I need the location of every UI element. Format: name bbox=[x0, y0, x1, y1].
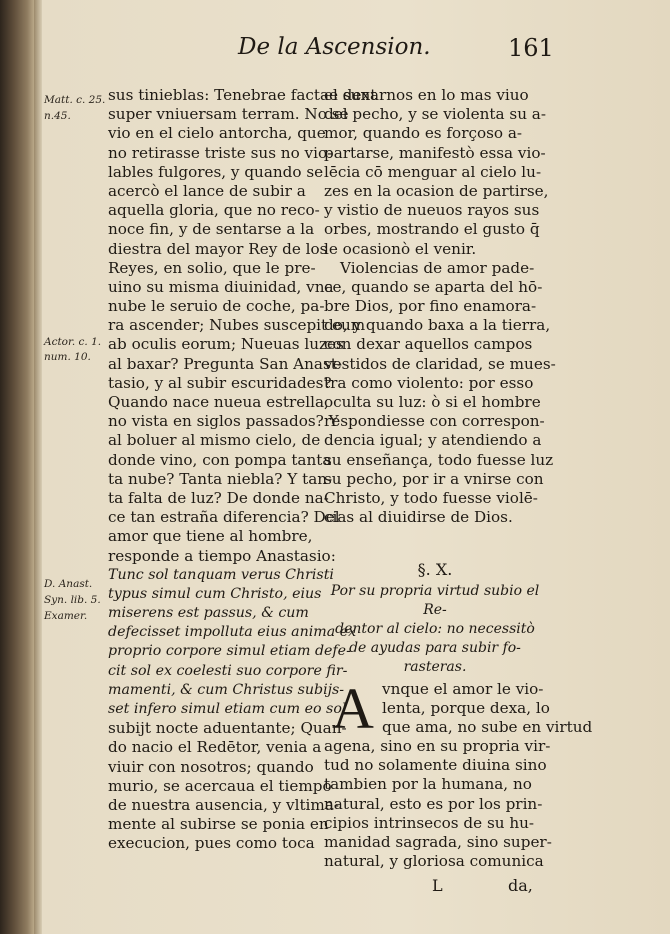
text-line: que ama, no sube en virtud bbox=[382, 718, 593, 737]
text-line: mamenti, & cum Christus subijs- bbox=[108, 681, 345, 698]
page-fold bbox=[34, 0, 42, 934]
section-number: §. X. bbox=[417, 560, 453, 579]
section-heading-line: dentor al cielo: no necessitò bbox=[335, 621, 535, 637]
text-line: orbes, mostrando el gusto q̄ bbox=[324, 220, 540, 239]
text-line: noce fin, y de sentarse a la bbox=[108, 220, 315, 239]
section-heading-line: rasteras. bbox=[403, 659, 467, 675]
text-line: miserens est passus, & cum bbox=[108, 605, 309, 622]
section-heading bbox=[324, 582, 546, 677]
text-line: cit sol ex coelesti suo corpore fir- bbox=[108, 662, 348, 679]
text-line: tud no solamente diuina sino bbox=[324, 756, 547, 775]
text-line: vnque el amor le vio- bbox=[382, 680, 544, 698]
text-line: Christo, y todo fuesse violē- bbox=[324, 488, 538, 507]
text-line: aquella gloria, que no reco- bbox=[108, 201, 320, 220]
text-line: sus tinieblas: Tenebrae factae sunt bbox=[108, 86, 377, 104]
right-column bbox=[324, 86, 556, 527]
text-line: le ocasionò el venir. bbox=[324, 239, 477, 258]
text-line: bre Dios, por fino enamora- bbox=[324, 297, 537, 316]
text-line: vio en el cielo antorcha, que bbox=[108, 124, 326, 143]
text-line: Quando nace nueua estrella, bbox=[108, 393, 329, 411]
text-line: Violencias de amor pade- bbox=[340, 258, 535, 277]
left-column bbox=[108, 86, 377, 854]
text-line: execucion, pues como toca bbox=[108, 834, 315, 853]
text-line: mor, quando es forçoso a- bbox=[324, 124, 523, 143]
margin-note: D. Anast. bbox=[44, 578, 93, 590]
text-line: de nuestra ausencia, y vltima- bbox=[108, 795, 339, 814]
text-line: dencia igual; y atendiendo a bbox=[324, 431, 542, 450]
indented-lines bbox=[382, 680, 592, 738]
text-line: subijt nocte aduentante; Quan- bbox=[108, 719, 347, 738]
text-line: su enseñança, todo fuesse luz bbox=[324, 450, 554, 469]
margin-note: num. 10. bbox=[44, 351, 91, 363]
text-line: ce tan estraña diferencia? Del bbox=[108, 508, 340, 527]
text-line: super vniuersam terram. No se bbox=[108, 105, 349, 124]
catchword: da, bbox=[508, 876, 533, 895]
body-lines bbox=[324, 737, 552, 871]
text-line: typus simul cum Christo, eius bbox=[108, 585, 322, 602]
text-line: lables fulgores, y quando se bbox=[108, 162, 324, 181]
text-line: no retirasse triste sus no vio- bbox=[108, 143, 333, 162]
text-line: natural, y gloriosa comunica bbox=[324, 852, 544, 871]
text-line: defecisset impolluta eius anima ex bbox=[108, 624, 357, 641]
page-binding-edge bbox=[0, 0, 34, 934]
text-line: al baxar? Pregunta San Anast- bbox=[108, 354, 343, 373]
text-line: y vistio de nueuos rayos sus bbox=[324, 201, 540, 220]
section-heading-line: de ayudas para subir fo- bbox=[349, 640, 521, 656]
text-line: natural, esto es por los prin- bbox=[324, 794, 543, 813]
text-line: acercò el lance de subir a bbox=[108, 181, 306, 200]
text-line: lenta, porque dexa, lo bbox=[382, 699, 550, 718]
page-number: 161 bbox=[508, 34, 554, 62]
text-line: respondiesse con correspon- bbox=[324, 412, 545, 431]
text-line: no vista en siglos passados? Y bbox=[108, 412, 339, 431]
text-line: ab oculis eorum; Nueuas luzes bbox=[108, 335, 344, 354]
margin-note: Matt. c. 25. bbox=[44, 94, 106, 106]
text-line: del pecho, y se violenta su a- bbox=[324, 105, 546, 124]
text-line: viuir con nosotros; quando bbox=[108, 757, 314, 776]
section-heading-line: Por su propria virtud subio el Re- bbox=[330, 583, 540, 618]
margin-note: Syn. lib. 5. bbox=[44, 594, 101, 606]
text-line: oculta su luz: ò si el hombre bbox=[324, 393, 541, 411]
text-line: Tunc sol tanquam verus Christi bbox=[108, 566, 334, 583]
text-line: set infero simul etiam cum eo sol bbox=[108, 701, 347, 717]
text-line: nube le seruio de coche, pa- bbox=[108, 297, 325, 316]
signature-mark: L bbox=[432, 876, 443, 895]
text-line: su pecho, por ir a vnirse con bbox=[324, 469, 544, 488]
text-line: al boluer al mismo cielo, de bbox=[108, 431, 321, 450]
text-line: tambien por la humana, no bbox=[324, 775, 532, 794]
text-line: responde a tiempo Anastasio: bbox=[108, 546, 336, 565]
text-line: donde vino, con pompa tanta bbox=[108, 450, 332, 469]
margin-note: Examer. bbox=[44, 610, 88, 622]
text-line: el dexarnos en lo mas viuo bbox=[324, 86, 529, 104]
margin-note: Actor. c. 1. bbox=[44, 336, 102, 348]
text-line: manidad sagrada, sino super- bbox=[324, 832, 552, 851]
text-line: con dexar aquellos campos bbox=[324, 335, 533, 354]
text-line: murio, se acercaua el tiempo bbox=[108, 776, 332, 795]
text-line: tra como violento: por esso bbox=[324, 373, 534, 392]
text-line: Reyes, en solio, que le pre- bbox=[108, 258, 316, 277]
drop-capital: A bbox=[332, 676, 374, 741]
text-line: proprio corpore simul etiam defe- bbox=[108, 643, 351, 660]
text-line: ra ascender; Nubes suscepit eum bbox=[108, 316, 366, 335]
text-line: agena, sino en su propria vir- bbox=[324, 737, 551, 755]
text-line: do, y quando baxa a la tierra, bbox=[324, 316, 551, 335]
margin-note: n.45. bbox=[44, 110, 71, 122]
text-line: tasio, y al subir escuridades? bbox=[108, 373, 332, 392]
text-line: zes en la ocasion de partirse, bbox=[324, 181, 549, 200]
text-line: cias al diuidirse de Dios. bbox=[324, 508, 513, 527]
text-line: diestra del mayor Rey de los bbox=[108, 239, 328, 258]
text-line: mente al subirse se ponia en bbox=[108, 815, 329, 834]
text-line: vestidos de claridad, se mues- bbox=[324, 354, 556, 373]
text-line: ce, quando se aparta del hō- bbox=[324, 277, 543, 296]
text-line: amor que tiene al hombre, bbox=[108, 527, 313, 546]
text-line: do nacio el Redētor, venia a bbox=[108, 738, 322, 757]
text-line: cipios intrinsecos de su hu- bbox=[324, 813, 535, 832]
text-line: lēcia cō menguar al cielo lu- bbox=[324, 162, 542, 181]
text-line: partarse, manifestò essa vio- bbox=[324, 143, 546, 162]
text-line: ta falta de luz? De donde na- bbox=[108, 488, 329, 507]
running-header: De la Ascension. bbox=[238, 34, 431, 60]
text-line: uino su misma diuinidad, vna bbox=[108, 277, 334, 296]
text-line: ta nube? Tanta niebla? Y tan- bbox=[108, 469, 333, 488]
